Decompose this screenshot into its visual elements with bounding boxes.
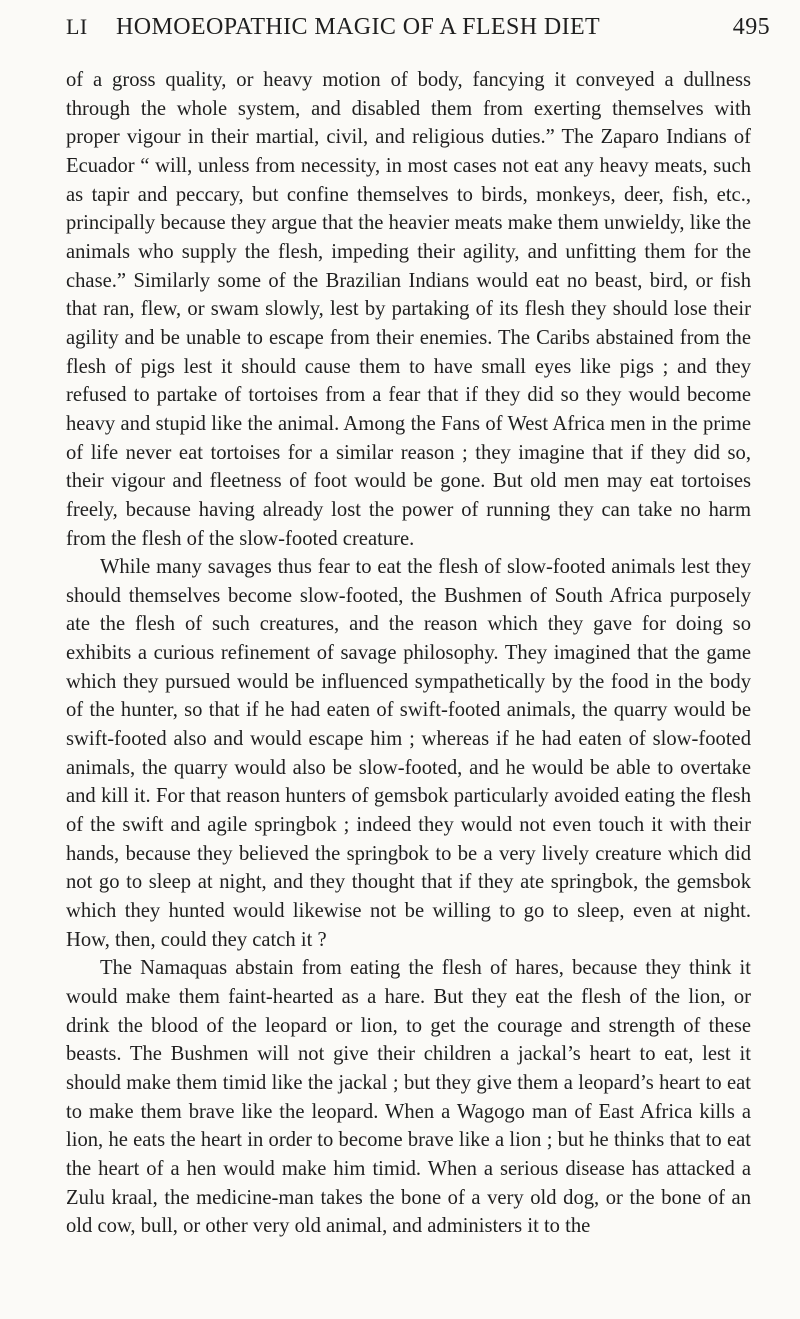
running-head <box>66 14 770 50</box>
body-text <box>66 66 751 1241</box>
chapter-number: LI <box>66 14 88 39</box>
page-number: 495 <box>732 14 770 40</box>
paragraph-1: of a gross quality, or heavy motion of body, fancying it conveyed a dullness through the whole system, and disabled them from exerting themselves with proper vigour in their martial, civil, and religious duties.” The Zaparo Indians of Ecuador “ will, unless from necessity, in most cases not eat any heavy meats, such as tapir and peccary, but confine themselves to birds, monkeys, deer, fish, etc., principally because they argue that the heavier meats make them unwieldy, like the animals who supply the flesh, impeding their agility, and unfitting them for the chase.” Similarly some of the Brazilian Indians would eat no beast, bird, or fish that ran, flew, or swam slowly, lest by partaking of its flesh they should lose their agility and be unable to escape from their enemies. The Caribs abstained from the flesh of pigs lest it should cause them to have small eyes like pigs ; and they refused to partake of tortoises from a fear that if they did so they would become heavy and stupid like the animal. Among the Fans of West Africa men in the prime of life never eat tortoises for a similar reason ; they imagine that if they did so, their vigour and fleetness of foot would be gone. But old men may eat tortoises freely, because having already lost the power of running they can take no harm from the flesh of the slow-footed creature. <box>66 69 751 550</box>
running-title: HOMOEOPATHIC MAGIC OF A FLESH DIET <box>116 14 601 40</box>
paragraph-3: The Namaquas abstain from eating the flesh of hares, because they think it would make them faint-hearted as a hare. But they eat the flesh of the lion, or drink the blood of the leopard or lion, to get the courage and strength of these beasts. The Bushmen will not give their children a jackal’s heart to eat, lest it should make them timid like the jackal ; but they give them a leopard’s heart to eat to make them brave like the leopard. When a Wagogo man of East Africa kills a lion, he eats the heart in order to become brave like a lion ; but he thinks that to eat the heart of a hen would make him timid. When a serious disease has attacked a Zulu kraal, the medicine-man takes the bone of a very old dog, or the bone of an old cow, bull, or other very old animal, and administers it to the <box>66 957 751 1238</box>
paragraph-2: While many savages thus fear to eat the flesh of slow-footed animals lest they should themselves become slow-footed, the Bushmen of South Africa purposely ate the flesh of such creatures, and the reason which they gave for doing so exhibits a curious refinement of savage philosophy. They imagined that the game which they pursued would be influenced sympathetically by the food in the body of the hunter, so that if he had eaten of swift-footed animals, the quarry would be swift-footed also and would escape him ; whereas if he had eaten of slow-footed animals, the quarry would also be slow-footed, and he would be able to overtake and kill it. For that reason hunters of gemsbok particularly avoided eating the flesh of the swift and agile springbok ; indeed they would not even touch it with their hands, because they believed the springbok to be a very lively creature which did not go to sleep at night, and they thought that if they ate springbok, the gemsbok which they hunted would likewise not be willing to go to sleep, even at night. How, then, could they catch it ? <box>66 556 751 951</box>
